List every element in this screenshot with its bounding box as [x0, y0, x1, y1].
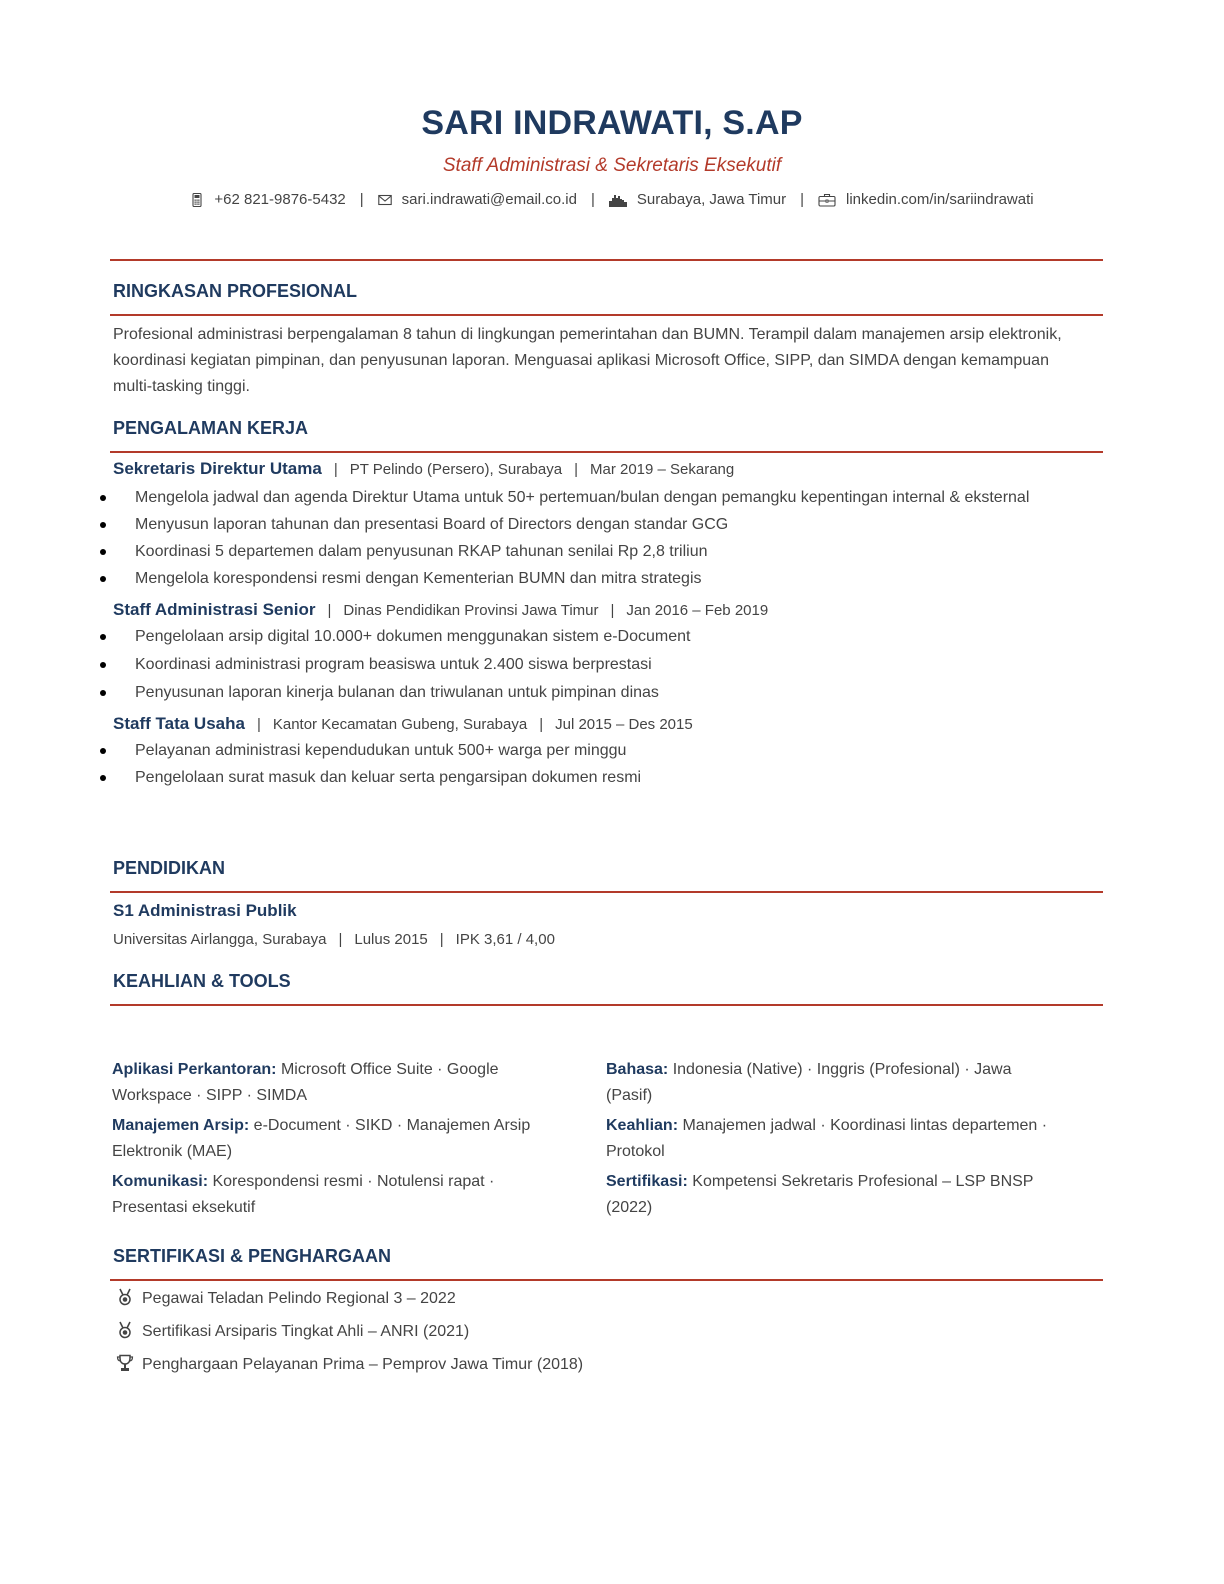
list-item: Mengelola korespondensi resmi dengan Kementerian BUMN dan mitra strategis	[110, 566, 1103, 592]
section-heading: RINGKASAN PROFESIONAL	[113, 281, 358, 301]
job-role: Staff Tata Usaha	[113, 713, 245, 733]
summary-text: Profesional administrasi berpengalaman 8 tahun di lingkungan pemerintahan dan BUMN. Terampil dalam manajemen arsip elektronik, koordinasi kegiatan pimpinan, dan penyusunan laporan. Menguasai aplikasi Microsoft Office, SIPP, dan SIMDA dengan kemampuan multi-tasking tinggi.	[113, 325, 1062, 395]
job-entry	[110, 600, 1103, 706]
meta-separator: |	[338, 930, 343, 948]
skill-value: Korespondensi resmi · Notulensi rapat · Presentasi eksekutif	[112, 1173, 495, 1216]
list-item: Koordinasi administrasi program beasiswa untuk 2.400 siswa berprestasi	[110, 652, 1103, 678]
candidate-name: SARI INDRAWATI, S.AP	[421, 104, 803, 142]
contact-phone: +62 821-9876-5432	[214, 191, 346, 208]
award-text: Penghargaan Pelayanan Prima – Pemprov Jawa Timur (2018)	[142, 1356, 584, 1373]
list-item: Penyusunan laporan kinerja bulanan dan triwulanan untuk pimpinan dinas	[110, 680, 1103, 706]
education-school: Universitas Airlangga, Surabaya	[113, 930, 327, 948]
job-role: Sekretaris Direktur Utama	[113, 458, 322, 478]
skill-label: Manajemen Arsip:	[112, 1117, 250, 1134]
job-org: Dinas Pendidikan Provinsi Jawa Timur	[343, 601, 599, 619]
contact-separator: |	[359, 191, 364, 208]
section-divider	[110, 451, 1103, 453]
medal-icon	[116, 1321, 142, 1344]
skill-item	[112, 1113, 562, 1165]
award-item	[110, 1316, 1103, 1349]
job-period: Jan 2016 – Feb 2019	[626, 601, 769, 619]
skill-label: Keahlian:	[606, 1117, 679, 1134]
job-entry	[110, 714, 1103, 791]
skills-grid	[112, 1057, 1102, 1221]
job-header	[110, 600, 1103, 620]
job-entry	[110, 459, 1103, 592]
job-separator: |	[539, 715, 544, 733]
resume-header	[0, 104, 1224, 208]
skill-value: Microsoft Office Suite · Google Workspace · SIPP · SIMDA	[112, 1061, 499, 1104]
job-header	[110, 714, 1103, 734]
section-divider	[110, 1004, 1103, 1006]
awards-list	[110, 1283, 1103, 1382]
job-period: Jul 2015 – Des 2015	[555, 715, 693, 733]
education-meta	[110, 931, 1103, 948]
list-item: Koordinasi 5 departemen dalam penyusunan RKAP tahunan senilai Rp 2,8 triliun	[110, 539, 1103, 565]
list-item: Pelayanan administrasi kependudukan untuk 500+ warga per minggu	[110, 738, 1103, 764]
job-org: PT Pelindo (Persero), Surabaya	[349, 460, 563, 478]
skill-value: e-Document · SIKD · Manajemen Arsip Elektronik (MAE)	[112, 1117, 531, 1160]
awards-section	[110, 1246, 1103, 1382]
job-separator: |	[327, 601, 332, 619]
section-divider	[110, 891, 1103, 893]
job-separator: |	[333, 460, 338, 478]
skill-label: Aplikasi Perkantoran:	[112, 1061, 277, 1078]
job-role: Staff Administrasi Senior	[113, 599, 316, 619]
education-graduation: Lulus 2015	[354, 930, 428, 948]
skill-item	[112, 1169, 562, 1221]
job-bullets	[110, 738, 1103, 791]
award-item	[110, 1349, 1103, 1382]
meta-separator: |	[439, 930, 444, 948]
award-text: Pegawai Teladan Pelindo Regional 3 – 2022	[142, 1290, 456, 1307]
job-separator: |	[610, 601, 615, 619]
summary-section	[110, 281, 1103, 400]
job-period: Mar 2019 – Sekarang	[589, 460, 735, 478]
award-text: Sertifikasi Arsiparis Tingkat Ahli – ANRI (2021)	[142, 1323, 470, 1340]
skill-value: Indonesia (Native) · Inggris (Profesional) · Jawa (Pasif)	[606, 1061, 1012, 1104]
list-item: Menyusun laporan tahunan dan presentasi Board of Directors dengan standar GCG	[110, 512, 1103, 538]
section-heading: PENGALAMAN KERJA	[113, 418, 309, 438]
skill-item	[606, 1169, 1056, 1221]
experience-section	[110, 418, 1103, 791]
contact-line	[0, 191, 1224, 208]
contact-email[interactable]: sari.indrawati@email.co.id	[401, 191, 577, 208]
list-item: Pengelolaan arsip digital 10.000+ dokumen menggunakan sistem e-Document	[110, 624, 1103, 650]
section-heading: PENDIDIKAN	[113, 858, 226, 878]
section-divider	[110, 1279, 1103, 1281]
job-bullets	[110, 485, 1103, 592]
list-item: Mengelola jadwal dan agenda Direktur Utama untuk 50+ pertemuan/bulan dengan pemangku kepentingan internal & eksternal	[110, 485, 1050, 511]
contact-separator: |	[590, 191, 595, 208]
skill-item	[112, 1057, 562, 1109]
section-divider	[110, 314, 1103, 316]
education-section	[110, 858, 1103, 948]
contact-location: Surabaya, Jawa Timur	[636, 191, 787, 208]
skill-item	[606, 1113, 1056, 1165]
briefcase-icon	[818, 193, 836, 207]
skill-value: Kompetensi Sekretaris Profesional – LSP BNSP (2022)	[606, 1173, 1034, 1216]
job-separator: |	[574, 460, 578, 478]
contact-separator: |	[800, 191, 805, 208]
header-divider	[110, 259, 1103, 261]
job-org: Kantor Kecamatan Gubeng, Surabaya	[272, 715, 528, 733]
candidate-title: Staff Administrasi & Sekretaris Eksekutif	[442, 155, 782, 176]
section-heading: SERTIFIKASI & PENGHARGAAN	[113, 1246, 392, 1266]
skill-label: Bahasa:	[606, 1061, 669, 1078]
job-bullets	[110, 624, 1103, 706]
city-icon	[609, 193, 627, 207]
education-gpa: IPK 3,61 / 4,00	[455, 930, 555, 948]
skill-label: Sertifikasi:	[606, 1173, 688, 1190]
phone-icon	[190, 193, 204, 207]
skill-value: Manajemen jadwal · Koordinasi lintas departemen · Protokol	[606, 1117, 1048, 1160]
job-separator: |	[256, 715, 261, 733]
trophy-icon	[116, 1354, 142, 1377]
list-item: Pengelolaan surat masuk dan keluar serta pengarsipan dokumen resmi	[110, 765, 1103, 791]
contact-linkedin[interactable]: linkedin.com/in/sariindrawati	[846, 191, 1034, 208]
education-degree: S1 Administrasi Publik	[113, 900, 297, 920]
skill-label: Komunikasi:	[112, 1173, 209, 1190]
skill-item	[606, 1057, 1056, 1109]
award-item	[110, 1283, 1103, 1316]
section-heading: KEAHLIAN & TOOLS	[113, 971, 291, 991]
job-header	[110, 459, 1103, 479]
skills-section	[110, 971, 1103, 1006]
mail-icon	[378, 193, 392, 207]
medal-icon	[116, 1288, 142, 1311]
